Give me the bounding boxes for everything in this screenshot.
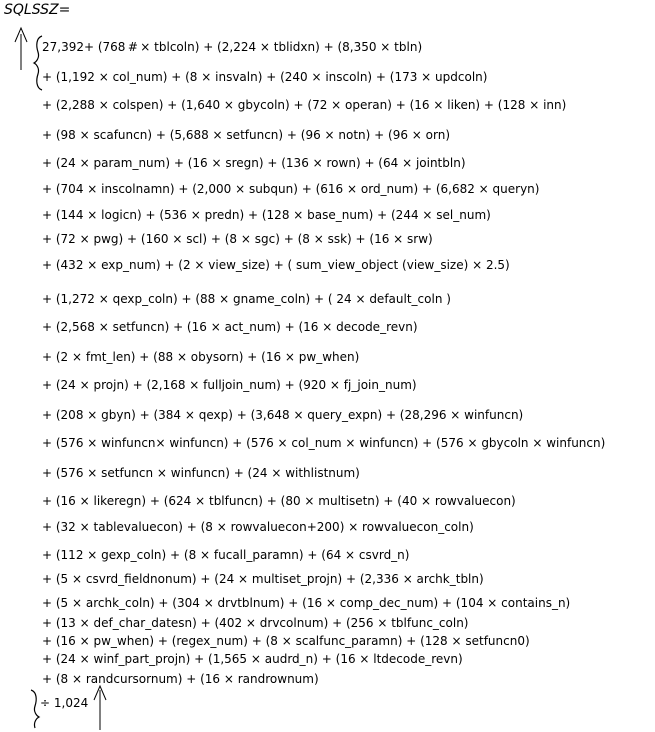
formula-line-24: + (24 × winf_part_projn) + (1,565 × audrd_n) + (16 × ltdecode_revn) [42, 652, 463, 666]
formula-line-21: + (5 × archk_coln) + (304 × drvtblnum) + (16 × comp_dec_num) + (104 × contains_n) [42, 596, 571, 610]
formula-line-22: + (13 × def_char_datesn) + (402 × drvcolnum) + (256 × tblfunc_coln) [42, 616, 469, 630]
formula-title: SQLSSZ= [4, 2, 71, 18]
formula-divisor: ÷ 1,024 [40, 696, 89, 710]
formula-line-12: + (2 × fmt_len) + (88 × obysorn) + (16 × pw_when) [42, 350, 360, 364]
formula-line-18: + (32 × tablevaluecon) + (8 × rowvaluecon+200) × rowvaluecon_coln) [42, 520, 474, 534]
formula-line-9: + (432 × exp_num) + (2 × view_size) + ( sum_view_object (view_size) × 2.5) [42, 258, 510, 272]
formula-line-2: + (1,192 × col_num) + (8 × insvaln) + (240 × inscoln) + (173 × updcoln) [42, 70, 488, 84]
formula-line-11: + (2,568 × setfuncn) + (16 × act_num) + (16 × decode_revn) [42, 320, 418, 334]
formula-line-10: + (1,272 × qexp_coln) + (88 × gname_coln) + ( 24 × default_coln ) [42, 292, 451, 306]
formula-line-20: + (5 × csvrd_fieldnonum) + (24 × multiset_projn) + (2,336 × archk_tbln) [42, 572, 484, 586]
formula-line-4: + (98 × scafuncn) + (5,688 × setfuncn) + (96 × notn) + (96 × orn) [42, 128, 451, 142]
formula-line-7: + (144 × logicn) + (536 × predn) + (128 × base_num) + (244 × sel_num) [42, 208, 491, 222]
formula-line-1: 27,392+ (768 # × tblcoln) + (2,224 × tblidxn) + (8,350 × tbln) [42, 40, 423, 54]
formula-line-25: + (8 × randcursornum) + (16 × randrownum) [42, 672, 319, 686]
formula-line-5: + (24 × param_num) + (16 × sregn) + (136 × rown) + (64 × jointbln) [42, 156, 466, 170]
formula-line-15: + (576 × winfuncn× winfuncn) + (576 × col_num × winfuncn) + (576 × gbycoln × winfuncn) [42, 436, 606, 450]
formula-line-14: + (208 × gbyn) + (384 × qexp) + (3,648 × query_expn) + (28,296 × winfuncn) [42, 408, 524, 422]
formula-line-13: + (24 × projn) + (2,168 × fulljoin_num) + (920 × fj_join_num) [42, 378, 417, 392]
formula-line-23: + (16 × pw_when) + (regex_num) + (8 × scalfunc_paramn) + (128 × setfuncn0) [42, 634, 530, 648]
formula-line-19: + (112 × gexp_coln) + (8 × fucall_paramn) + (64 × csvrd_n) [42, 548, 410, 562]
formula-line-16: + (576 × setfuncn × winfuncn) + (24 × withlistnum) [42, 466, 360, 480]
formula-line-17: + (16 × likeregn) + (624 × tblfuncn) + (80 × multisetn) + (40 × rowvaluecon) [42, 494, 516, 508]
formula-line-6: + (704 × inscolnamn) + (2,000 × subqun) + (616 × ord_num) + (6,682 × queryn) [42, 182, 540, 196]
formula-line-8: + (72 × pwg) + (160 × scl) + (8 × sgc) + (8 × ssk) + (16 × srw) [42, 232, 433, 246]
formula-line-3: + (2,288 × colspen) + (1,640 × gbycoln) + (72 × operan) + (16 × liken) + (128 × inn) [42, 98, 567, 112]
